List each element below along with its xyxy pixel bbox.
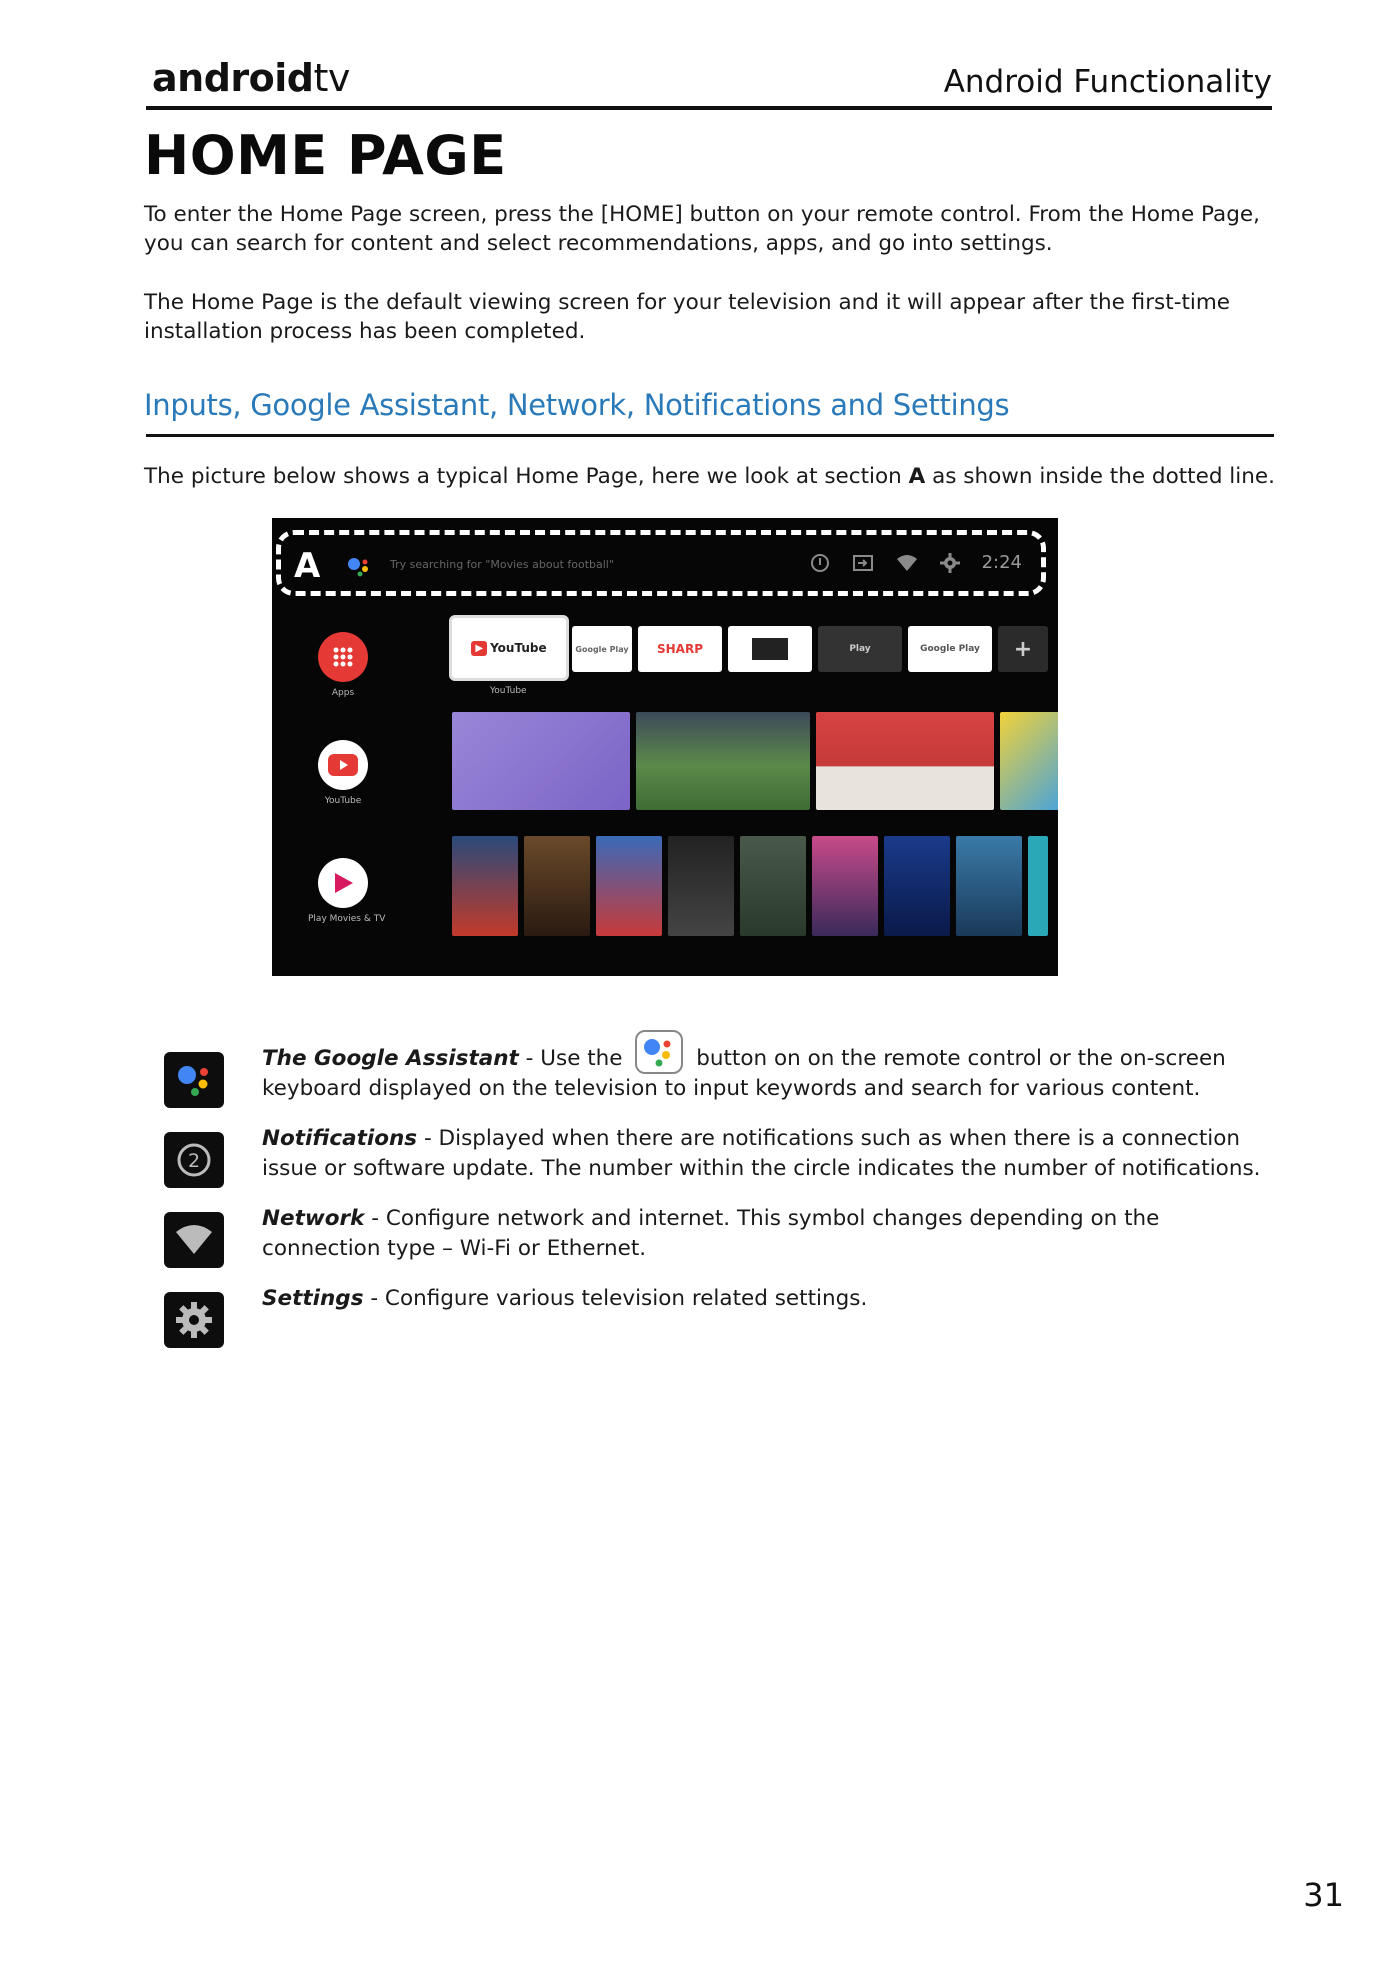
figure-intro-bold: A [908, 464, 926, 489]
feature-google-assistant [262, 1044, 1282, 1104]
androidtv-logo [152, 56, 350, 100]
app-tile-label: SHARP [656, 642, 703, 656]
logo-light: tv [313, 56, 350, 100]
google-assistant-icon [346, 556, 372, 578]
youtube-icon [318, 740, 368, 790]
rail-label: Play Movies & TV [308, 914, 386, 924]
add-app-tile [998, 626, 1048, 672]
app-tile-label: Google Play [920, 644, 980, 654]
tv-content-row [452, 712, 1058, 810]
app-tile [818, 626, 902, 672]
notification-icon [810, 553, 830, 573]
tv-status-bar [810, 552, 1022, 573]
page-title: HOME PAGE [144, 124, 507, 187]
content-thumbnail [452, 712, 630, 810]
app-tile-label: Play [849, 644, 871, 654]
app-tile-tv [728, 626, 812, 672]
apps-grid-icon [318, 632, 368, 682]
movie-poster [884, 836, 950, 936]
subheading-divider [146, 434, 1274, 437]
tv-search-hint: Try searching for "Movies about football" [390, 558, 614, 571]
page-number: 31 [1303, 1876, 1344, 1914]
feature-term: Network [262, 1206, 365, 1231]
feature-text: - Displayed when there are notifications such as when there is a connection issue or software update. The number within the circle indicates the number of notifications. [262, 1126, 1261, 1181]
wifi-icon [164, 1212, 224, 1268]
intro-paragraph-2: The Home Page is the default viewing screen for your television and it will appear after the first-time installation process has been completed. [144, 290, 1231, 344]
movie-poster [596, 836, 662, 936]
intro-paragraph-1: To enter the Home Page screen, press the [HOME] button on your remote control. From the Home Page, you can search for content and select recommendations, apps, and go into settings. [144, 202, 1260, 256]
movie-poster [740, 836, 806, 936]
movie-poster [452, 836, 518, 936]
section-a-label: A [294, 546, 321, 586]
rail-play-movies [308, 858, 386, 924]
feature-term: Settings [262, 1286, 364, 1311]
figure-intro-after: as shown inside the dotted line. [925, 464, 1275, 489]
movie-poster [524, 836, 590, 936]
rail-youtube [308, 740, 378, 806]
figure-intro [144, 462, 1284, 491]
content-thumbnail [636, 712, 810, 810]
movie-poster [1028, 836, 1048, 936]
rail-apps [308, 632, 378, 698]
app-tile-sharp [638, 626, 722, 672]
section-title: Android Functionality [943, 64, 1272, 100]
app-tile-label: YouTube [490, 641, 547, 655]
gear-icon [940, 553, 960, 573]
figure-intro-before: The picture below shows a typical Home Page, here we look at section [144, 464, 909, 489]
movie-poster [812, 836, 878, 936]
app-tile-label: + [1013, 636, 1033, 662]
movie-poster [668, 836, 734, 936]
feature-term: The Google Assistant [262, 1046, 519, 1071]
gear-icon [164, 1292, 224, 1348]
wifi-icon [896, 554, 918, 572]
notification-count: 2 [187, 1150, 201, 1172]
feature-text: - Configure various television related settings. [363, 1286, 868, 1311]
content-thumbnail [816, 712, 994, 810]
tv-home-screenshot [272, 518, 1058, 976]
header-divider [146, 106, 1272, 110]
feature-settings [262, 1284, 1282, 1314]
tv-clock: 2:24 [981, 552, 1022, 573]
google-assistant-button-icon [635, 1030, 683, 1074]
feature-notifications [262, 1124, 1282, 1184]
input-icon [852, 553, 874, 573]
app-tile [908, 626, 992, 672]
logo-bold: android [152, 56, 314, 100]
content-thumbnail [1000, 712, 1058, 810]
feature-text-after: button on on the remote control or the on-screen keyboard displayed on the television to input keywords and search for various content. [262, 1046, 1226, 1101]
feature-text-before: - Use the [518, 1046, 630, 1071]
rail-label: Apps [331, 688, 355, 698]
focused-app-label: YouTube [490, 686, 527, 696]
feature-term: Notifications [262, 1126, 418, 1151]
google-assistant-icon [164, 1052, 224, 1108]
app-tile-youtube: ▶ YouTube [452, 618, 566, 678]
feature-text: - Configure network and internet. This symbol changes depending on the connection type – Wi-Fi or Ethernet. [262, 1206, 1160, 1261]
rail-label: YouTube [324, 796, 362, 806]
movie-poster [956, 836, 1022, 936]
feature-network [262, 1204, 1282, 1264]
tv-app-row [452, 626, 1048, 678]
app-tile [572, 626, 632, 672]
play-movies-icon [318, 858, 368, 908]
notifications-icon [164, 1132, 224, 1188]
tv-poster-row [452, 836, 1048, 936]
subheading: Inputs, Google Assistant, Network, Notifications and Settings [144, 388, 1010, 422]
tv-icon [752, 638, 788, 660]
app-tile-label: Google Play [575, 644, 629, 654]
